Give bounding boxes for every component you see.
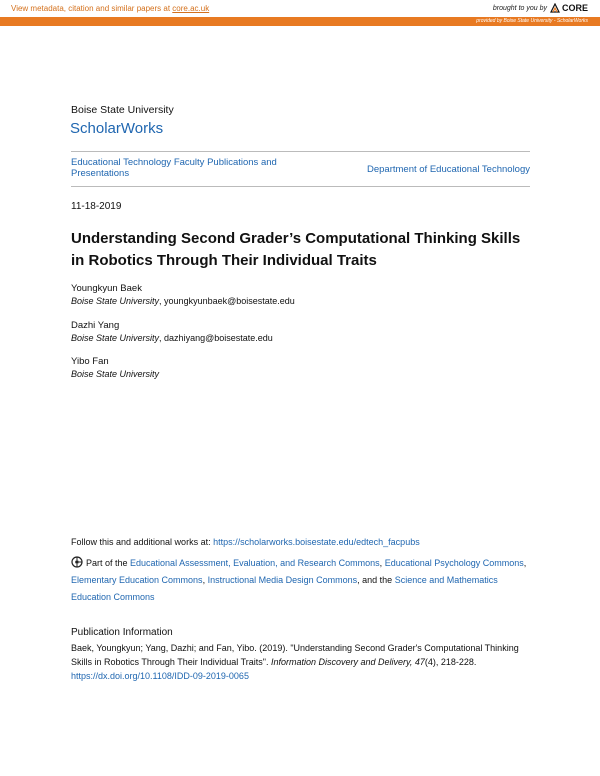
author-university: Boise State University <box>71 333 160 343</box>
part-of <box>71 555 531 606</box>
author-email: , dazhiyang@boisestate.edu <box>159 333 273 343</box>
follow-link[interactable]: https://scholarworks.boisestate.edu/edtech_facpubs <box>213 537 420 547</box>
network-commons-icon <box>71 556 83 568</box>
paper-title: Understanding Second Grader’s Computational Thinking Skills in Robotics Through Their Individual Traits <box>71 230 521 269</box>
citation-text: Baek, Youngkyun; Yang, Dazhi; and Fan, Yibo. (2019). "Understanding Second Grader's Computational Thinking Skills in Robotics Through Their Individual Traits". <box>71 643 519 667</box>
commons-link[interactable]: Science and Mathematics Education Commons <box>71 575 498 602</box>
commons-link[interactable]: Elementary Education Commons <box>71 575 203 585</box>
publication-info-heading: Publication Information <box>71 627 173 638</box>
follow-text: Follow this and additional works at: <box>71 537 214 547</box>
separator: , <box>202 575 208 585</box>
publication-date: 11-18-2019 <box>71 201 122 212</box>
commons-link[interactable]: Educational Psychology Commons <box>384 558 524 568</box>
separator: , <box>523 558 527 568</box>
follow-line <box>71 537 420 547</box>
commons-link[interactable]: Educational Assessment, Evaluation, and Research Commons <box>130 558 380 568</box>
core-view-prefix: View metadata, citation and similar papers at <box>11 4 173 13</box>
author-name: Dazhi Yang <box>71 320 120 331</box>
journal-name: Information Discovery and Delivery, 47 <box>270 657 425 667</box>
author-name: Yibo Fan <box>71 356 109 367</box>
core-logo[interactable] <box>550 3 588 13</box>
author-affiliation <box>71 333 273 343</box>
part-of-prefix: Part of the <box>86 558 131 568</box>
core-logo-text: CORE <box>561 3 588 13</box>
doi-link[interactable]: https://dx.doi.org/10.1108/IDD-09-2019-0065 <box>71 671 249 681</box>
core-view-metadata <box>11 4 209 13</box>
core-link[interactable]: core.ac.uk <box>172 4 210 13</box>
series-link[interactable]: Educational Technology Faculty Publications and Presentations <box>71 157 277 179</box>
issue-pages: (4), 218-228. <box>424 657 477 667</box>
department-link[interactable]: Department of Educational Technology <box>366 164 530 175</box>
author-name: Youngkyun Baek <box>71 283 142 294</box>
author-university: Boise State University <box>71 296 160 306</box>
separator: , <box>379 558 385 568</box>
core-banner <box>0 0 600 17</box>
core-provided-bar <box>0 17 600 26</box>
publication-citation <box>71 641 541 683</box>
author-email: , youngkyunbaek@boisestate.edu <box>159 296 295 306</box>
core-brought-by <box>493 3 588 13</box>
divider-bottom <box>71 186 530 187</box>
core-brought-text: brought to you by <box>492 4 547 12</box>
author-affiliation <box>71 296 295 306</box>
divider-top <box>71 151 530 152</box>
university-name: Boise State University <box>71 104 174 116</box>
core-provided-by[interactable]: provided by Boise State University - ScholarWorks <box>476 18 588 24</box>
scholarworks-link[interactable]: ScholarWorks <box>70 120 164 137</box>
separator: , and the <box>357 575 395 585</box>
commons-link[interactable]: Instructional Media Design Commons <box>207 575 358 585</box>
author-university: Boise State University <box>71 369 160 379</box>
core-logo-icon <box>550 3 560 13</box>
author-affiliation <box>71 369 159 379</box>
